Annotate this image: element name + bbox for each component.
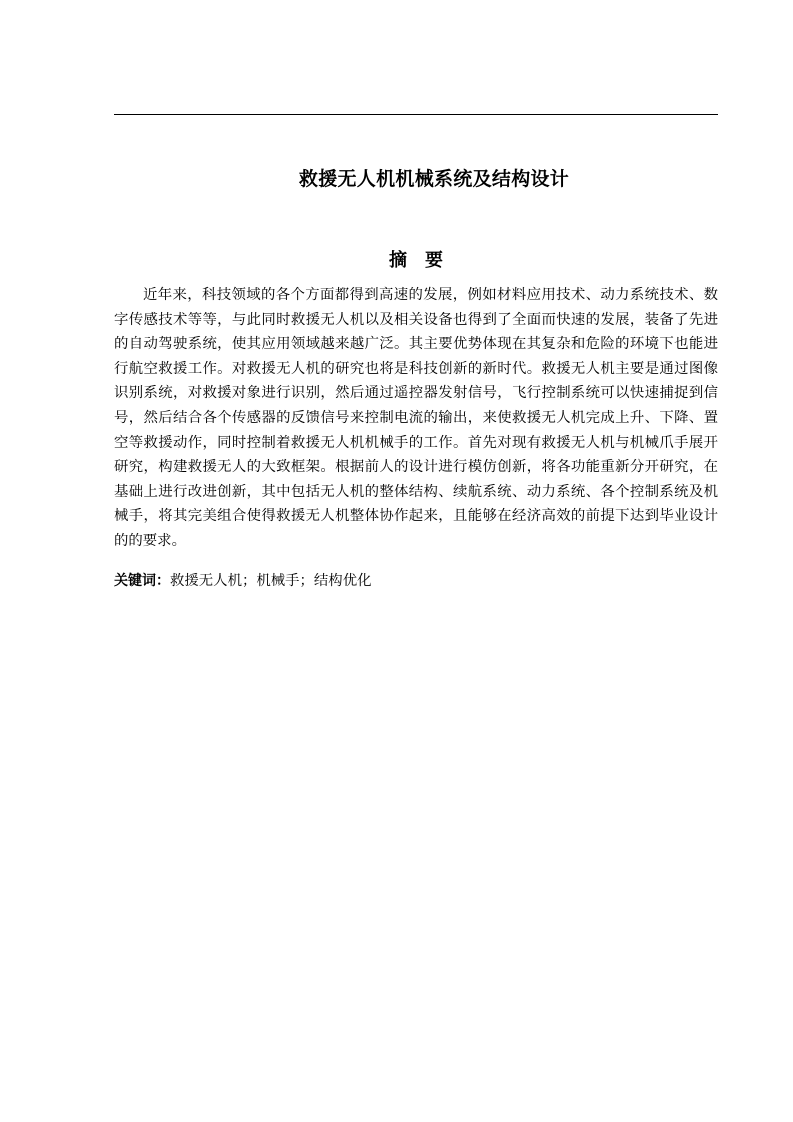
- keywords-value: 救援无人机；机械手；结构优化: [170, 573, 372, 589]
- document-title: 救援无人机机械系统及结构设计: [298, 168, 570, 190]
- abstract-body: 近年来，科技领域的各个方面都得到高速的发展，例如材料应用技术、动力系统技术、数字传感技术等等，与此同时救援无人机以及相关设备也得到了全面而快速的发展，装备了先进的自动驾驶系统，使其应用领域越来越广泛。其主要优势体现在其复杂和危险的环境下也能进行航空救援工作。对救援无人机的研究也将是科技创新的新时代。救援无人机主要是通过图像识别系统，对救援对象进行识别，然后通过遥控器发射信号，飞行控制系统可以快速捕捉到信号，然后结合各个传感器的反馈信号来控制电流的输出，来使救援无人机完成上升、下降、置空等救援动作，同时控制着救援无人机机械手的工作。首先对现有救援无人机与机械爪手展开研究，构建救援无人的大致框架。根据前人的设计进行模仿创新，将各功能重新分开研究，在基础上进行改进创新，其中包括无人机的整体结构、续航系统、动力系统、各个控制系统及机械手，将其完美组合使得救援无人机整体协作起来，且能够在经济高效的前提下达到毕业设计的的要求。: [114, 287, 718, 549]
- keywords-line: [114, 569, 718, 593]
- keywords-label: 关键词：: [114, 573, 170, 589]
- abstract-heading: 摘 要: [389, 250, 443, 271]
- header-rule: [114, 114, 718, 115]
